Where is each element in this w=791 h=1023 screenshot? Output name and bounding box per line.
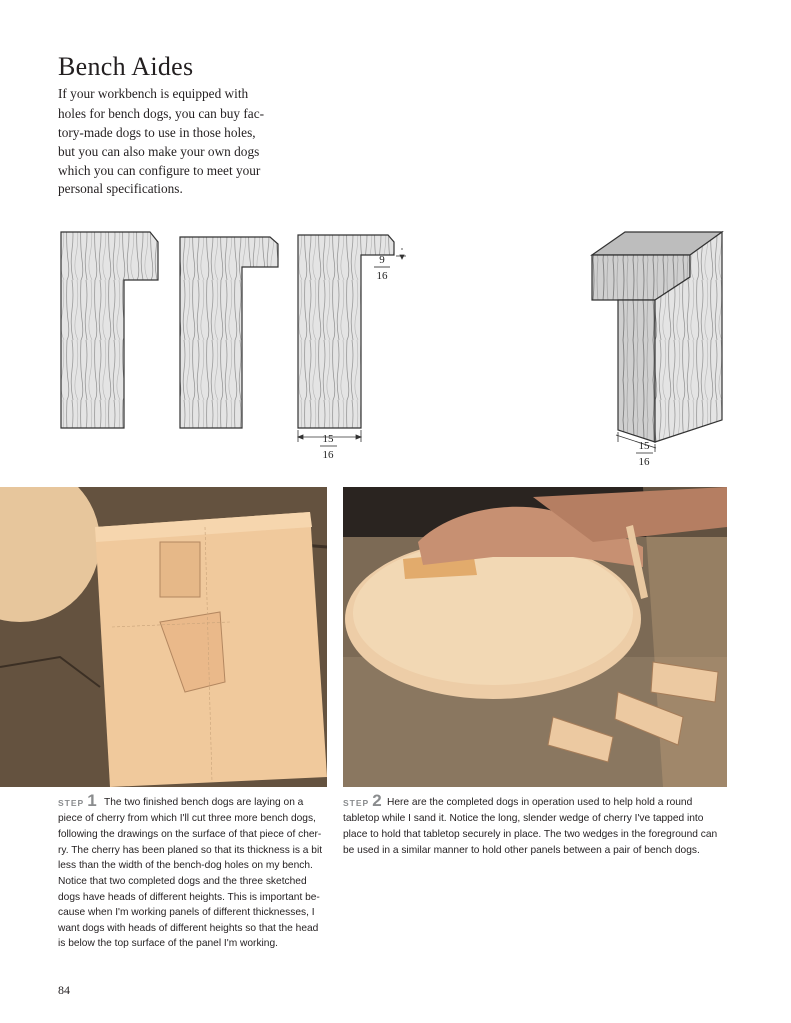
- step2-label: [343, 791, 382, 811]
- step1-line: following the drawings on the surface of that piece of cher-: [58, 829, 322, 840]
- photo-sanding-tabletop: [343, 487, 727, 787]
- dim-width-numerator: 15: [322, 433, 334, 445]
- bench-dog-drawings: [0, 220, 791, 470]
- intro-line: tory-made dogs to use in those holes,: [58, 125, 256, 140]
- intro-line: If your workbench is equipped with: [58, 86, 249, 101]
- intro-line: holes for bench dogs, you can buy fac-: [58, 106, 265, 121]
- step1-line: ry. The cherry has been planed so that its thickness is a bit: [58, 845, 323, 856]
- step1-line: cause when I'm working panels of different thicknesses, I: [58, 907, 315, 918]
- step1-line: want dogs with heads of different heights so that the head: [58, 923, 319, 934]
- step2-word: STEP: [343, 798, 370, 808]
- dimension-head-height: [396, 248, 406, 259]
- dim-head-numerator: 9: [379, 254, 385, 266]
- step1-label: [58, 791, 97, 811]
- step2-line: be used in a similar manner to hold other panels between a pair of bench dogs.: [343, 845, 700, 856]
- page-title: Bench Aides: [58, 52, 194, 81]
- intro-line: but you can also make your own dogs: [58, 144, 260, 159]
- step1-line: Notice that two completed dogs and the three sketched: [58, 876, 307, 887]
- step1-line: dogs have heads of different heights. This is important be-: [58, 892, 320, 903]
- dim-iso-numerator: 15: [638, 440, 650, 452]
- dim-width-denominator: 16: [322, 449, 334, 461]
- step1-line: The two finished bench dogs are laying on a: [104, 797, 304, 808]
- step1-line: piece of cherry from which I'll cut three more bench dogs,: [58, 813, 316, 824]
- dim-head-denominator: 16: [376, 270, 388, 282]
- bench-dog-drawing-2: [180, 237, 278, 428]
- step2-line: tabletop while I sand it. Notice the long, slender wedge of cherry I've tapped into: [343, 813, 704, 824]
- bench-dog-isometric-drawing: [592, 232, 722, 442]
- intro-line: personal specifications.: [58, 181, 183, 196]
- bench-dog-drawing-1: [61, 232, 158, 428]
- page-number: 84: [58, 983, 70, 997]
- step1-line: less than the width of the bench-dog holes on my bench.: [58, 860, 313, 871]
- step2-line: place to hold that tabletop securely in place. The two wedges in the foreground can: [343, 829, 718, 840]
- step1-word: STEP: [58, 798, 85, 808]
- intro-line: which you can configure to meet your: [58, 163, 261, 178]
- step2-line: Here are the completed dogs in operation used to help hold a round: [387, 797, 693, 808]
- photo-cherry-board: [0, 487, 327, 787]
- step1-number: 1: [87, 791, 97, 810]
- step2-number: 2: [372, 791, 382, 810]
- step1-line: is below the top surface of the panel I'm working.: [58, 938, 278, 949]
- dim-iso-denominator: 16: [638, 456, 650, 468]
